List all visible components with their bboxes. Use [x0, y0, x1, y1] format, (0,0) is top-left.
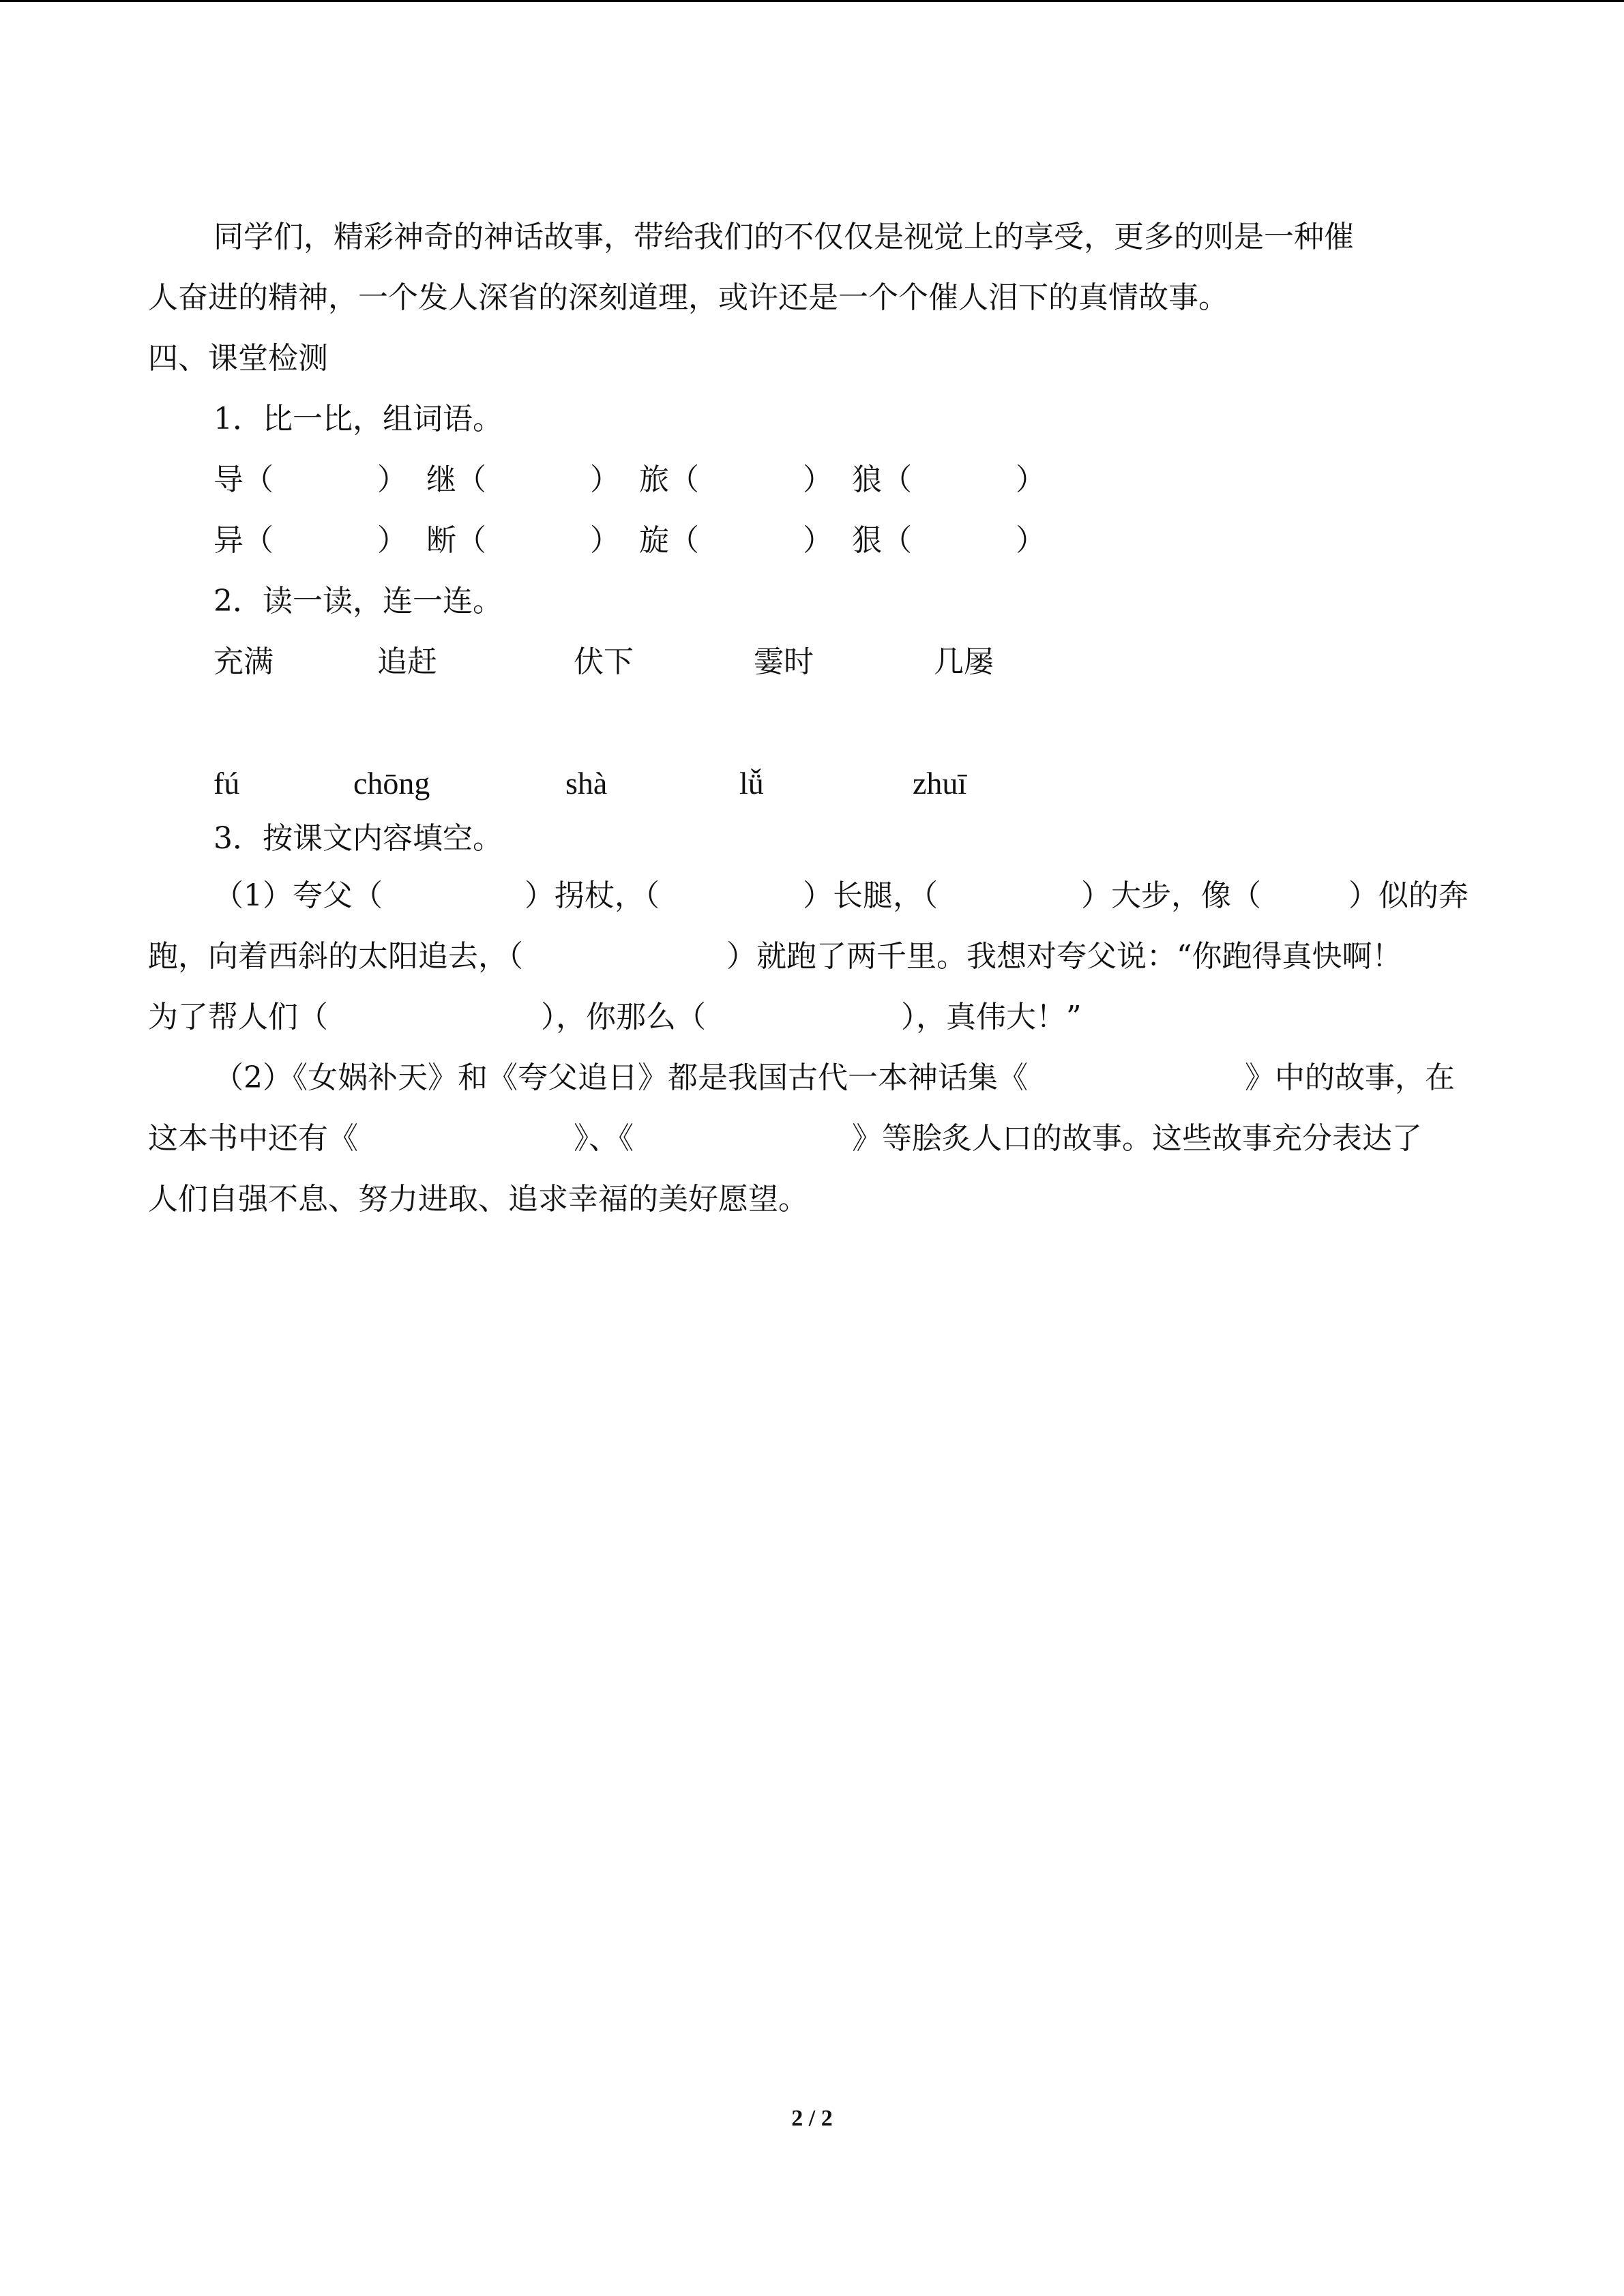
q3-p1-line-2: 跑，向着西斜的太阳追去，（ ）就跑了两千里。我想对夸父说：“你跑得真快啊！ [148, 939, 1402, 974]
q1-row-1 [0, 449, 1624, 511]
q1-item: 旅（ [639, 462, 699, 497]
q3-p2-line-2: 这本书中还有《 》、《 》等脍炙人口的故事。这些故事充分表达了 [148, 1121, 1422, 1156]
q1-item: 异（ [213, 523, 274, 558]
q3-p2-line-1: （2）《女娲补天》和《夸父追日》都是我国古代一本神话集《 》中的故事，在 [213, 1060, 1455, 1095]
intro-line-2: 人奋进的精神，一个发人深省的深刻道理，或许还是一个个催人泪下的真情故事。 [148, 280, 1228, 315]
q2-pinyin: chōng [353, 766, 430, 801]
q2-word: 充满 [213, 644, 274, 679]
q2-word: 伏下 [574, 644, 634, 679]
q1-item: 狠（ [852, 523, 912, 558]
q1-item-close: ） [1016, 462, 1046, 497]
q3-p1-line-3: 为了帮人们（ ），你那么（ ），真伟大！” [148, 1000, 1082, 1034]
section-heading: 四、课堂检测 [148, 341, 328, 376]
q1-item-close: ） [803, 462, 833, 497]
q1-item: 断（ [426, 523, 486, 558]
q1-item-close: ） [377, 523, 407, 558]
q3-title: 3．按课文内容填空。 [213, 821, 503, 856]
q1-item: 旋（ [639, 523, 699, 558]
q1-item: 导（ [213, 462, 274, 497]
q1-item-close: ） [377, 462, 407, 497]
q3-p1-line-1: （1）夸父（ ）拐杖，（ ）长腿，（ ）大步，像（ ）似的奔 [213, 878, 1468, 913]
q2-title: 2．读一读，连一连。 [213, 584, 503, 618]
q1-item: 继（ [426, 462, 486, 497]
q1-item: 狼（ [852, 462, 912, 497]
q2-words-row [0, 631, 1624, 693]
q2-pinyin: zhuī [913, 766, 967, 801]
q2-pinyin: lǚ [739, 766, 764, 801]
q1-item-close: ） [1016, 523, 1046, 558]
q2-pinyin: shà [565, 766, 608, 801]
q2-word: 追赶 [377, 644, 437, 679]
q1-item-close: ） [590, 523, 620, 558]
page-number: 2 / 2 [791, 2106, 833, 2131]
q2-word: 几屡 [934, 644, 994, 679]
q2-pinyin-row [0, 753, 1624, 814]
q2-word: 霎时 [754, 644, 814, 679]
intro-line-1: 同学们，精彩神奇的神话故事，带给我们的不仅仅是视觉上的享受，更多的则是一种催 [213, 220, 1354, 254]
q1-item-close: ） [590, 462, 620, 497]
q1-row-2 [0, 510, 1624, 571]
q1-item-close: ） [803, 523, 833, 558]
q1-title: 1．比一比，组词语。 [213, 402, 503, 436]
q2-pinyin: fú [213, 766, 240, 801]
q3-p2-line-3: 人们自强不息、努力进取、追求幸福的美好愿望。 [148, 1182, 808, 1217]
